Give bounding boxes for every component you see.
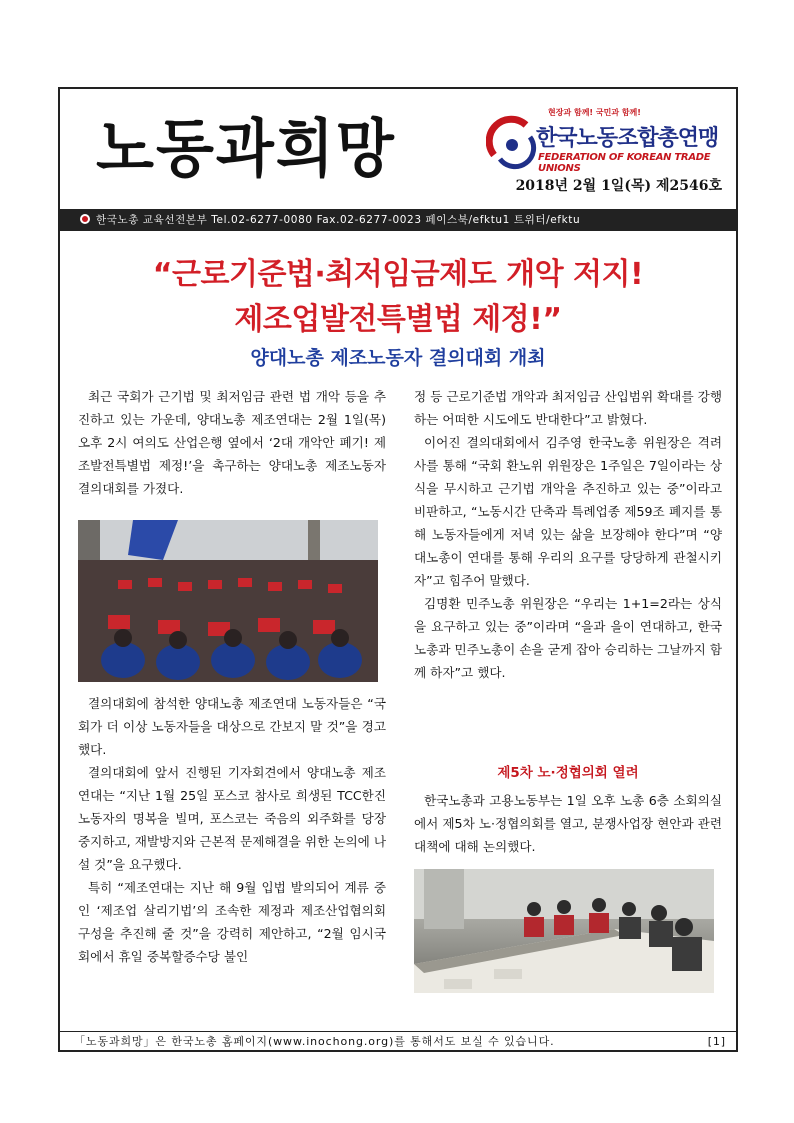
article-right-column xyxy=(414,385,722,684)
article-paragraph: 김명환 민주노총 위원장은 “우리는 1+1=2라는 상식을 요구하고 있는 중”이라며 “을과 을이 연대하고, 한국노총과 민주노총이 손을 굳게 잡아 승리하는 그날까지 함께 하자”고 했다. xyxy=(414,596,722,680)
article-paragraph: 이어진 결의대회에서 김주영 한국노총 위원장은 격려사를 통해 “국회 환노위 위원장은 1주일은 7일이라는 상식을 무시하고 근기법 개악을 추진하고 있는 중”이라고 비판하고, “노동시간 단축과 특례업종 제59조 폐지를 통해 노동자들에게 저녁 있는 삶을 보장해야 한다”며 “양대노총이 연대를 통해 우리의 요구를 당당하게 관철시키자”고 힘주어 말했다. xyxy=(414,435,722,588)
footer-notice: 「노동과희망」은 한국노총 홈페이지(www.inochong.org)를 통해서도 보실 수 있습니다. xyxy=(74,1035,555,1048)
article-paragraph: 특히 “제조연대는 지난 해 9월 입법 발의되어 계류 중인 ‘제조업 살리기법’의 조속한 제정과 제조산업협의회 구성을 추진해 줄 것”을 강력히 제안하고, “2월 임시국회에서 휴일 중복할증수당 불인 xyxy=(78,880,386,964)
subheadline: 양대노총 제조노동자 결의대회 개최 xyxy=(250,347,546,369)
section-2-body xyxy=(414,789,722,858)
article-paragraph: 결의대회에 앞서 진행된 기자회견에서 양대노총 제조연대는 “지난 1월 25일 포스코 참사로 희생된 TCC한진 노동자의 명복을 빌며, 포스코는 죽음의 외주화를 당장 중지하고, 재발방지와 근본적 문제해결을 위한 논의에 나설 것”을 요구했다. xyxy=(78,765,386,872)
newsletter-page xyxy=(58,87,738,1052)
article-paragraph: 최근 국회가 근기법 및 최저임금 관련 법 개악 등을 추진하고 있는 가운데, 양대노총 제조연대는 2월 1일(목) 오후 2시 여의도 산업은행 옆에서 ‘2대 개악안 폐기! 제조발전특별법 제정!’을 촉구하는 양대노총 제조노동자 결의대회를 가졌다. xyxy=(78,389,386,496)
org-name-korean: 한국노동조합총연맹 xyxy=(536,126,719,151)
masthead xyxy=(60,89,736,205)
page-number: [1] xyxy=(707,1035,726,1048)
org-slogan: 현장과 함께! 국민과 함께! xyxy=(548,108,641,117)
contact-info-bar xyxy=(60,209,736,231)
article-paragraph: 한국노총과 고용노동부는 1일 오후 노총 6층 소회의실에서 제5차 노·정협의회를 열고, 분쟁사업장 현안과 관련대책에 대해 논의했다. xyxy=(414,793,722,854)
article-paragraph: 결의대회에 참석한 양대노총 제조연대 노동자들은 “국회가 더 이상 노동자들을 대상으로 간보지 말 것”을 경고했다. xyxy=(78,696,386,757)
meeting-photo xyxy=(414,869,714,993)
footer xyxy=(60,1031,736,1052)
contact-info-text: 한국노총 교육선전본부 Tel.02-6277-0080 Fax.02-6277-0023 페이스북/efktu1 트위터/efktu xyxy=(96,214,581,226)
section-2-title: 제5차 노·정협의회 열려 xyxy=(497,765,639,781)
issue-date-number: 2018년 2월 1일(목) 제2546호 xyxy=(515,178,722,194)
article-paragraph: 정 등 근로기준법 개악과 최저임금 산입범위 확대를 강행하는 어떠한 시도에도 반대한다”고 밝혔다. xyxy=(414,389,722,427)
rally-photo-illustration xyxy=(78,520,378,682)
article-left-column-bottom xyxy=(78,692,386,968)
headline-line-1: “근로기준법·최저임금제도 개악 저지! xyxy=(152,257,644,292)
headline-line-2: 제조업발전특별법 제정!” xyxy=(234,302,562,337)
newsletter-title-logo: 노동과희망 xyxy=(96,112,396,186)
rally-photo xyxy=(78,520,378,682)
fktu-small-logo-icon xyxy=(80,214,90,224)
meeting-photo-illustration xyxy=(414,869,714,993)
fktu-emblem-icon xyxy=(486,115,542,171)
org-name-english: FEDERATION OF KOREAN TRADE UNIONS xyxy=(538,152,711,174)
article-left-column-top xyxy=(78,385,386,500)
